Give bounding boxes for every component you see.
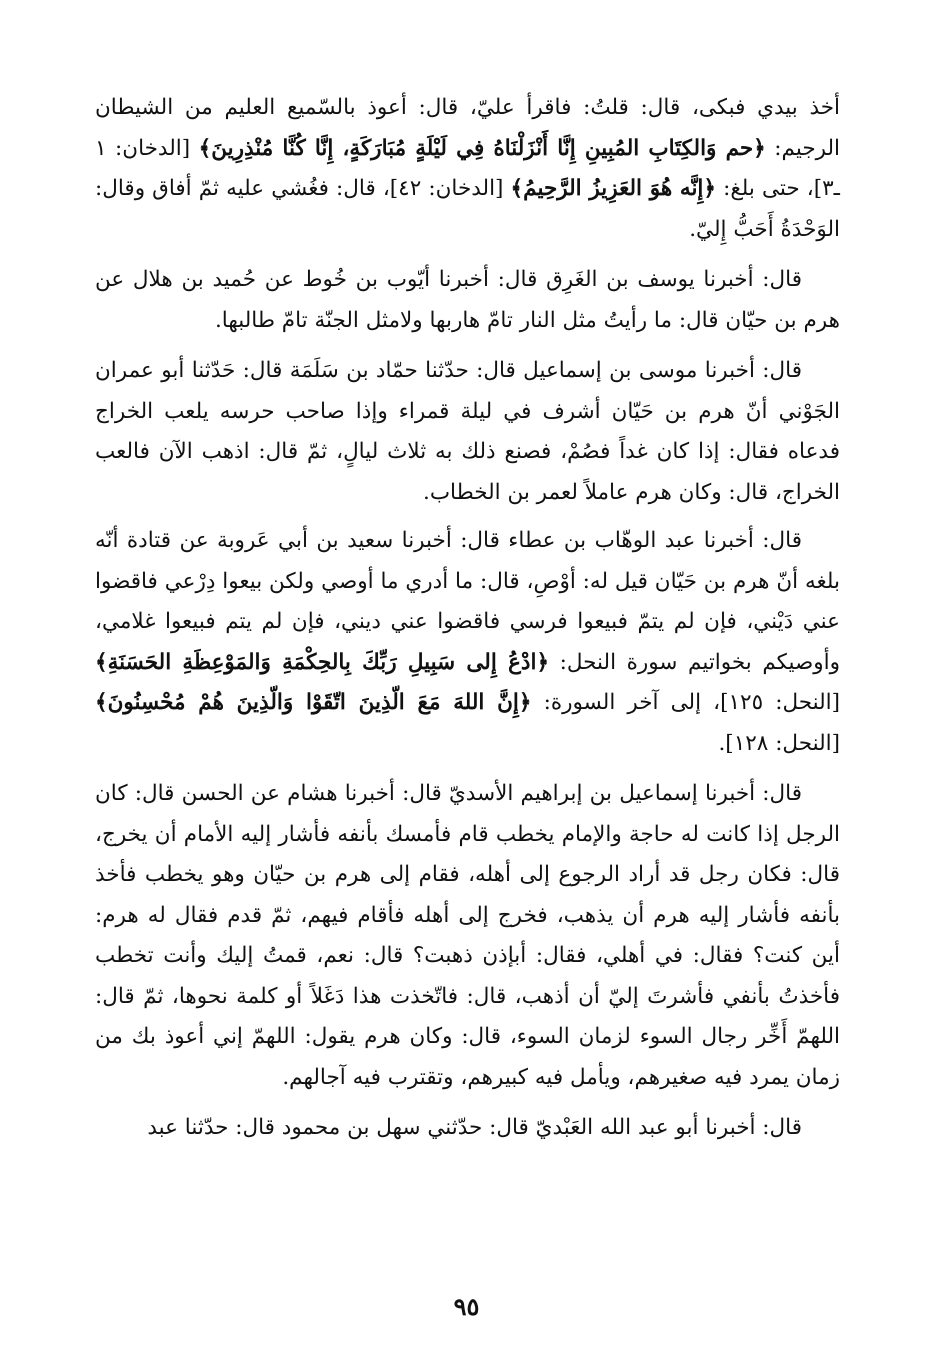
paragraph-4 <box>95 521 840 764</box>
page-body <box>95 88 840 1149</box>
paragraph-3 <box>95 351 840 513</box>
paragraph-3-text: قال: أخبرنا موسى بن إسماعيل قال: حدّثنا حمّاد بن سَلَمَة قال: حَدّثنا أبو عمران الجَوْني أنّ هرم بن حَيّان أشرف في ليلة قمراء وإذا صاحب حرسه يلعب الخراج فدعاه فقال: إذا كان غداً فصُمْ، فصنع ذلك به ثلاث ليالٍ، ثمّ قال: اذهب الآن فالعب الخراج، قال: وكان هرم عاملاً لعمر بن الخطاب. <box>95 358 840 505</box>
quran-verse: ﴿ادْعُ إِلى سَبِيلِ رَبِّكَ بِالحِكْمَةِ وَالمَوْعِظَةِ الحَسَنَةِ﴾ <box>95 649 550 675</box>
quran-verse: ﴿إِنَّه هُوَ العَزِيزُ الرَّحِيمُ﴾ <box>510 176 716 201</box>
paragraph-1-text: أخذ بيدي فبكى، قال: قلتُ: فاقرأ عليّ، قال: أعوذ بالسّميع العليم من الشيطان الرجيم: <box>95 95 840 161</box>
paragraph-6-text: قال: أخبرنا أبو عبد الله العَبْديّ قال: حدّثني سهل بن محمود قال: حدّثنا عبد <box>147 1115 802 1140</box>
quran-verse: ﴿إِنَّ اللهَ مَعَ الّذِينَ اتّقَوْا وَالّذِينَ هُمْ مُحْسِنُونَ﴾ <box>95 690 532 715</box>
paragraph-1-text: [الدخان: ٤٢]، قال: فغُشي عليه ثمّ أفاق وقال: الوَحْدَةُ أَحَبُّ إِليّ. <box>95 176 840 242</box>
page-number: ٩٥ <box>453 1292 480 1321</box>
paragraph-4-text: قال: أخبرنا عبد الوهّاب بن عطاء قال: أخبرنا سعيد بن أبي عَروبة عن قتادة أنّه بلغه أنّ هرم بن حَيّان قيل له: أوْصِ، قال: ما أدري ما أوصي ولكن بيعوا دِرْعي فاقضوا عني دَيْني، فإن لم يتمّ فبيعوا فرسي فاقضوا عني ديني، فإن لم يتم فبيعوا غلامي، وأوصيكم بخواتيم سورة النحل: <box>95 528 840 675</box>
paragraph-5-text: قال: أخبرنا إسماعيل بن إبراهيم الأسديّ قال: أخبرنا هشام عن الحسن قال: كان الرجل إذا كانت له حاجة والإمام يخطب قام فأمسك بأنفه فأشار إليه الأمام أن يخرج، قال: فكان رجل قد أراد الرجوع إلى أهله، فقام إلى هرم بن حيّان وهو يخطب فأخذ بأنفه فأشار إليه هرم أن يذهب، فخرج إلى أهله فأقام فيهم، ثمّ قدم فقال له هرم: أين كنت؟ فقال: في أهلي، فقال: أبإذن ذهبت؟ قال: نعم، قمتُ إليك وأنت تخطب فأخذتُ بأنفي فأشرتَ إليّ أن أذهب، قال: فاتّخذت هذا دَغَلاً أو كلمة نحوها، ثمّ قال: اللهمّ أَخِّر رجال السوء لزمان السوء، قال: وكان هرم يقول: اللهمّ إني أعوذ بك من زمان يمرد فيه صغيرهم، ويأمل فيه كبيرهم، وتقترب فيه آجالهم. <box>95 781 840 1090</box>
paragraph-4-text: [النحل: ١٢٥]، إلى آخر السورة: <box>531 690 841 715</box>
quran-verse: ﴿حم وَالكِتَابِ المُبِينِ إِنَّا أَنْزَلْنَاهُ فِي لَيْلَةٍ مُبَارَكَةٍ، إِنَّا كُنَّا مُنْذِرِينَ﴾ <box>198 135 766 161</box>
paragraph-4-text: [النحل: ١٢٨]. <box>718 730 840 756</box>
paragraph-1 <box>95 88 840 250</box>
paragraph-6 <box>95 1108 840 1149</box>
paragraph-2-text: قال: أخبرنا يوسف بن الغَرِق قال: أخبرنا أيّوب بن خُوط عن حُميد بن هلال عن هرم بن حيّان قال: ما رأيتُ مثل النار تامّ هاربها ولامثل الجنّة تامّ طالبها. <box>95 267 840 333</box>
paragraph-2 <box>95 260 840 341</box>
paragraph-1-text: [الدخان: ١ ـ٣]، حتى بلغ: <box>95 135 840 201</box>
paragraph-5 <box>95 774 840 1098</box>
